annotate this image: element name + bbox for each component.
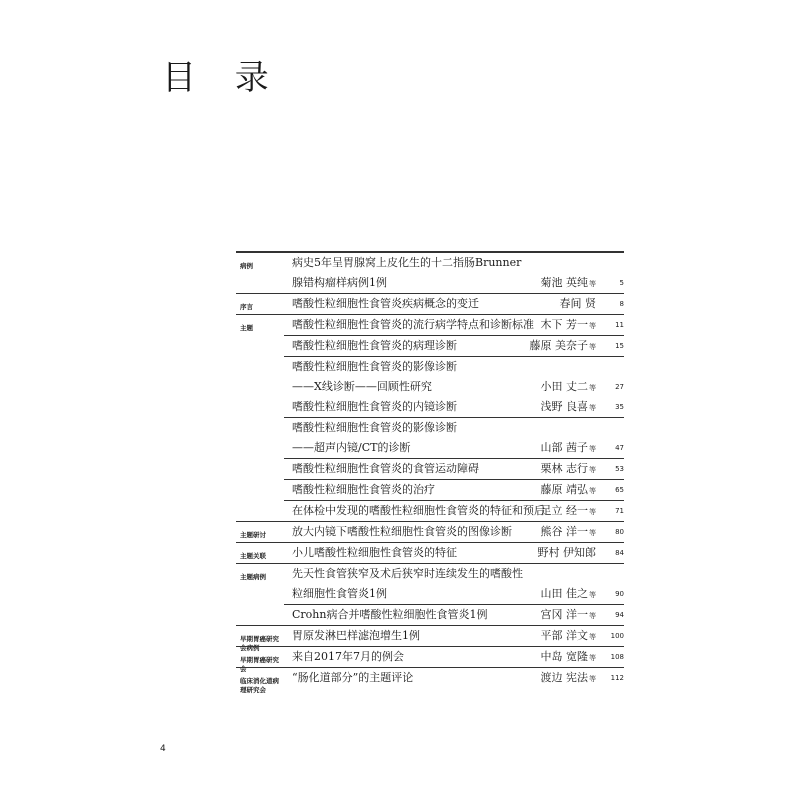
toc-entry-page: 108 — [610, 653, 624, 661]
toc-entry-author — [541, 381, 597, 394]
author-suffix: 等 — [589, 633, 596, 641]
toc-entry[interactable] — [284, 417, 624, 458]
toc-entry-title: “肠化道部分”的主题评论 — [292, 671, 414, 684]
toc-entry[interactable] — [236, 314, 624, 335]
toc-entry-page: 27 — [615, 383, 624, 391]
toc-entry-title: 嗜酸性粒细胞性食管炎的内镜诊断 — [292, 400, 457, 413]
toc-entry[interactable] — [284, 458, 624, 479]
author-suffix: 等 — [589, 343, 596, 351]
author-suffix: 等 — [589, 384, 596, 392]
toc-entry[interactable] — [236, 625, 624, 652]
toc-entry-page: 80 — [615, 528, 624, 536]
toc-entry[interactable] — [284, 356, 624, 417]
toc-entry-title: 嗜酸性粒细胞性食管炎的影像诊断 — [292, 421, 457, 434]
author-name: 栗林 志行 — [540, 462, 588, 475]
toc-entry[interactable] — [284, 604, 624, 625]
author-suffix: 等 — [589, 675, 596, 683]
author-suffix: 等 — [589, 445, 596, 453]
toc-entry[interactable] — [236, 252, 624, 293]
toc-entry-author — [541, 484, 597, 497]
toc-section-label: 主题研讨 — [240, 531, 266, 539]
author-suffix: 等 — [589, 508, 596, 516]
author-suffix: 等 — [589, 322, 596, 330]
toc-entry-page: 100 — [610, 632, 624, 640]
toc-entry-title: 嗜酸性粒细胞性食管炎疾病概念的变迁 — [292, 297, 479, 310]
author-name: 渡边 宪法 — [540, 671, 588, 684]
toc-section-label: 主题 — [240, 324, 253, 332]
toc-entry-author — [538, 547, 597, 559]
toc-entry-page: 15 — [615, 342, 624, 350]
author-name: 宫冈 洋一 — [540, 608, 588, 621]
toc-entry-title: 嗜酸性粒细胞性食管炎的影像诊断 — [292, 360, 457, 373]
toc-entry-author — [541, 277, 597, 290]
author-suffix: 等 — [589, 280, 596, 288]
toc-entry[interactable] — [236, 646, 624, 673]
toc-entry[interactable] — [284, 500, 624, 521]
toc-entry-page: 11 — [615, 321, 624, 329]
author-name: 山部 茜子 — [540, 441, 588, 454]
toc-entry-title: 嗜酸性粒细胞性食管炎的病理诊断 — [292, 339, 457, 352]
toc-entry-author — [541, 588, 597, 601]
toc-entry-title: 病史5年呈胃腺窝上皮化生的十二指肠Brunner — [292, 256, 522, 269]
author-name: 中岛 宽隆 — [540, 650, 588, 663]
toc-section-label: 早期胃癌研究会 — [240, 656, 279, 673]
toc-entry-title: 来自2017年7月的例会 — [292, 650, 404, 663]
toc-entry-author — [541, 319, 597, 332]
toc-entry-title: 嗜酸性粒细胞性食管炎的流行病学特点和诊断标准 — [292, 318, 534, 331]
toc-entry-page: 112 — [610, 674, 624, 682]
author-name: 木下 芳一 — [540, 318, 588, 331]
toc-entry-page: 47 — [615, 444, 624, 452]
toc-entry[interactable] — [236, 293, 624, 314]
toc-entry-title: 嗜酸性粒细胞性食管炎的食管运动障碍 — [292, 462, 479, 475]
toc-entry-title: 胃原发淋巴样滤泡增生1例 — [292, 629, 420, 642]
author-name: 菊池 英纯 — [540, 276, 588, 289]
toc-entry-author — [541, 526, 597, 539]
page-title: 目 录 — [162, 58, 283, 98]
toc-entry-title: 小儿嗜酸性粒细胞性食管炎的特征 — [292, 546, 457, 559]
author-name: 小田 丈二 — [540, 380, 588, 393]
toc-entry-title: 先天性食管狭窄及术后狭窄时连续发生的嗜酸性 — [292, 567, 523, 580]
toc-entry-page: 8 — [619, 300, 624, 308]
toc-entry-author — [541, 505, 597, 518]
toc-entry[interactable] — [284, 335, 624, 356]
toc-section-label: 序言 — [240, 303, 253, 311]
toc-entry-page: 90 — [615, 590, 624, 598]
toc-section-label: 主题病例 — [240, 573, 266, 581]
toc-entry-page: 65 — [615, 486, 624, 494]
toc-entry-title: 放大内镜下嗜酸性粒细胞性食管炎的图像诊断 — [292, 525, 512, 538]
toc-entry-author — [541, 609, 597, 622]
toc-entry-title: ——X线诊断——回顾性研究 — [292, 380, 432, 393]
toc-entry-author — [541, 442, 597, 455]
page-number: 4 — [160, 744, 166, 754]
toc-entry[interactable] — [236, 542, 624, 563]
toc-section-label: 病例 — [240, 262, 253, 270]
author-name: 藤原 美奈子 — [529, 339, 588, 352]
toc-entry-title: 在体检中发现的嗜酸性粒细胞性食管炎的特征和预后 — [292, 504, 545, 517]
toc-entry[interactable] — [236, 521, 624, 542]
author-suffix: 等 — [589, 466, 596, 474]
author-name: 野村 伊知郎 — [537, 546, 596, 559]
author-name: 藤原 靖弘 — [540, 483, 588, 496]
toc-section-label: 临床消化道病理研究会 — [240, 677, 279, 694]
toc-entry-author — [530, 340, 597, 353]
toc-section-label: 早期胃癌研究会病例 — [240, 635, 279, 652]
author-suffix: 等 — [589, 612, 596, 620]
toc-entry-author — [541, 651, 597, 664]
author-suffix: 等 — [589, 529, 596, 537]
toc-entry-author — [541, 463, 597, 476]
toc-entry-title: 嗜酸性粒细胞性食管炎的治疗 — [292, 483, 435, 496]
toc-entry[interactable] — [236, 563, 624, 604]
toc-entry[interactable] — [236, 667, 624, 694]
author-name: 春间 贤 — [559, 297, 596, 310]
toc-entry-page: 5 — [619, 279, 624, 287]
toc-section-label: 主题关联 — [240, 552, 266, 560]
toc-entry-author — [541, 672, 597, 685]
toc-entry-author — [541, 630, 597, 643]
toc-entry[interactable] — [284, 479, 624, 500]
toc-entry-title: ——超声内镜/CT的诊断 — [292, 441, 411, 454]
toc-entry-page: 53 — [615, 465, 624, 473]
toc-entry-page: 94 — [615, 611, 624, 619]
toc-entry-title: 腺错构瘤样病例1例 — [292, 276, 387, 289]
author-suffix: 等 — [589, 591, 596, 599]
toc-entry-page: 71 — [615, 507, 624, 515]
author-name: 足立 经一 — [540, 504, 588, 517]
author-suffix: 等 — [589, 404, 596, 412]
author-suffix: 等 — [589, 654, 596, 662]
toc-entry-page: 35 — [615, 403, 624, 411]
table-of-contents — [236, 251, 624, 694]
toc-entry-author: 浅野 良喜等 — [540, 400, 596, 413]
author-name: 山田 佳之 — [540, 587, 588, 600]
author-suffix: 等 — [589, 487, 596, 495]
toc-entry-page: 84 — [615, 549, 624, 557]
author-name: 熊谷 洋一 — [540, 525, 588, 538]
toc-entry-title: Crohn病合并嗜酸性粒细胞性食管炎1例 — [292, 608, 488, 621]
author-name: 平部 洋文 — [540, 629, 588, 642]
toc-entry-title: 粒细胞性食管炎1例 — [292, 587, 387, 600]
toc-entry-author — [560, 298, 597, 310]
